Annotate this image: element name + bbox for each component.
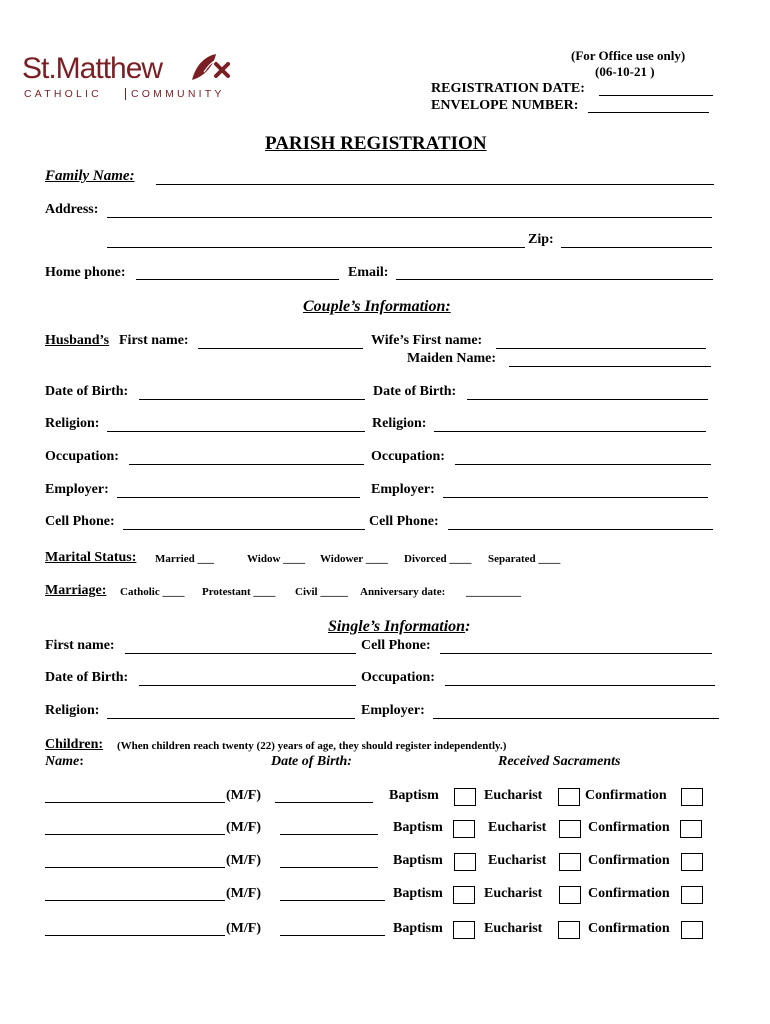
child-eucharist-checkbox[interactable] — [559, 853, 581, 871]
children-label: Children: — [45, 737, 104, 752]
zip-label: Zip: — [528, 232, 554, 247]
husband-employer-label: Employer: — [45, 482, 109, 497]
single-cell-phone-field[interactable] — [440, 653, 712, 654]
page-title: PARISH REGISTRATION — [265, 133, 487, 154]
husband-first-name-field[interactable] — [198, 348, 363, 349]
child-eucharist-label: Eucharist — [484, 788, 543, 803]
husband-dob-field[interactable] — [139, 399, 365, 400]
husband-cell-phone-label: Cell Phone: — [45, 514, 115, 529]
child-baptism-checkbox[interactable] — [453, 820, 475, 838]
wife-cell-phone-field[interactable] — [448, 529, 713, 530]
maiden-name-field[interactable] — [509, 366, 711, 367]
anniversary-date-field[interactable]: __________ — [466, 586, 521, 598]
single-dob-label: Date of Birth: — [45, 670, 129, 685]
child-confirmation-label: Confirmation — [588, 886, 670, 901]
child-eucharist-label: Eucharist — [484, 886, 543, 901]
child-name-field[interactable] — [45, 900, 225, 901]
wife-occupation-field[interactable] — [455, 464, 711, 465]
wife-religion-field[interactable] — [434, 431, 706, 432]
child-confirmation-label: Confirmation — [588, 853, 670, 868]
wife-cell-phone-label: Cell Phone: — [369, 514, 439, 529]
home-phone-label: Home phone: — [45, 265, 126, 280]
email-field[interactable] — [396, 279, 713, 280]
wife-dob-field[interactable] — [467, 399, 708, 400]
single-cell-phone-label: Cell Phone: — [361, 638, 431, 653]
children-dob-header: Date of Birth: — [271, 754, 352, 769]
husband-first-name-label: First name: — [119, 333, 189, 348]
children-sacraments-header: Received Sacraments — [498, 754, 621, 769]
zip-field[interactable] — [561, 247, 712, 248]
address-label: Address: — [45, 202, 99, 217]
child-confirmation-checkbox[interactable] — [681, 788, 703, 806]
child-baptism-checkbox[interactable] — [453, 921, 475, 939]
child-gender-label: (M/F) — [226, 820, 261, 835]
child-name-field[interactable] — [45, 802, 225, 803]
child-eucharist-checkbox[interactable] — [559, 886, 581, 904]
child-eucharist-checkbox[interactable] — [558, 788, 580, 806]
child-confirmation-checkbox[interactable] — [680, 820, 702, 838]
marital-option-widower[interactable]: Widower ____ — [320, 553, 388, 565]
child-confirmation-checkbox[interactable] — [681, 886, 703, 904]
child-name-field[interactable] — [45, 867, 225, 868]
registration-date-label: REGISTRATION DATE: — [431, 81, 585, 96]
children-note: (When children reach twenty (22) years of age, they should register independently.) — [117, 740, 507, 752]
family-name-label: Family Name: — [45, 168, 135, 184]
child-baptism-label: Baptism — [393, 886, 443, 901]
husband-religion-label: Religion: — [45, 416, 100, 431]
single-occupation-field[interactable] — [445, 685, 715, 686]
child-name-field[interactable] — [45, 935, 225, 936]
child-confirmation-label: Confirmation — [585, 788, 667, 803]
child-gender-label: (M/F) — [226, 788, 261, 803]
marital-option-separated[interactable]: Separated ____ — [488, 553, 561, 565]
logo-divider — [125, 88, 126, 100]
child-dob-field[interactable] — [280, 900, 385, 901]
marital-option-widow[interactable]: Widow ____ — [247, 553, 306, 565]
marriage-label: Marriage: — [45, 583, 107, 598]
child-baptism-label: Baptism — [389, 788, 439, 803]
logo-subtitle-right: COMMUNITY — [131, 88, 225, 100]
office-use-note: (For Office use only) — [571, 48, 686, 63]
husband-employer-field[interactable] — [117, 497, 360, 498]
office-date-code: (06-10-21 ) — [595, 64, 655, 79]
child-baptism-checkbox[interactable] — [453, 886, 475, 904]
envelope-number-field[interactable] — [588, 112, 709, 113]
child-eucharist-label: Eucharist — [488, 853, 547, 868]
single-first-name-field[interactable] — [125, 653, 356, 654]
marital-option-divorced[interactable]: Divorced ____ — [404, 553, 472, 565]
maiden-name-label: Maiden Name: — [407, 351, 497, 366]
marriage-option-protestant[interactable]: Protestant ____ — [202, 586, 276, 598]
child-baptism-label: Baptism — [393, 921, 443, 936]
wife-employer-label: Employer: — [371, 482, 435, 497]
single-employer-field[interactable] — [433, 718, 719, 719]
child-gender-label: (M/F) — [226, 853, 261, 868]
anniversary-date-label: Anniversary date: — [360, 586, 446, 598]
husband-occupation-field[interactable] — [129, 464, 364, 465]
child-dob-field[interactable] — [280, 935, 385, 936]
singles-information-heading — [328, 618, 470, 636]
family-name-field[interactable] — [156, 184, 714, 185]
marriage-option-catholic[interactable]: Catholic ____ — [120, 586, 185, 598]
couples-information-heading: Couple’s Information: — [303, 298, 451, 315]
marital-option-married[interactable]: Married ___ — [155, 553, 214, 565]
children-name-header-colon: : — [79, 754, 84, 769]
husband-cell-phone-field[interactable] — [123, 529, 365, 530]
child-name-field[interactable] — [45, 834, 225, 835]
logo-name: St.Matthew — [22, 52, 163, 85]
marriage-option-civil[interactable]: Civil _____ — [295, 586, 348, 598]
husband-occupation-label: Occupation: — [45, 449, 119, 464]
child-eucharist-checkbox[interactable] — [558, 921, 580, 939]
single-first-name-label: First name: — [45, 638, 115, 653]
email-label: Email: — [348, 265, 389, 280]
wife-first-name-label: Wife’s First name: — [371, 333, 483, 348]
wife-religion-label: Religion: — [372, 416, 427, 431]
child-eucharist-label: Eucharist — [484, 921, 543, 936]
child-baptism-label: Baptism — [393, 820, 443, 835]
husband-dob-label: Date of Birth: — [45, 384, 129, 399]
child-baptism-label: Baptism — [393, 853, 443, 868]
child-confirmation-label: Confirmation — [588, 921, 670, 936]
child-confirmation-checkbox[interactable] — [681, 921, 703, 939]
registration-date-field[interactable] — [599, 95, 713, 96]
leaf-cross-logo-icon — [186, 50, 230, 86]
child-dob-field[interactable] — [280, 867, 378, 868]
envelope-number-label: ENVELOPE NUMBER: — [431, 98, 579, 113]
husband-religion-field[interactable] — [107, 431, 365, 432]
marital-status-label: Marital Status: — [45, 550, 137, 565]
child-eucharist-label: Eucharist — [488, 820, 547, 835]
child-confirmation-checkbox[interactable] — [681, 853, 703, 871]
child-gender-label: (M/F) — [226, 921, 261, 936]
single-dob-field[interactable] — [139, 685, 356, 686]
child-eucharist-checkbox[interactable] — [559, 820, 581, 838]
singles-information-title: Single’s Information — [328, 618, 466, 635]
logo-subtitle-left: CATHOLIC — [24, 88, 102, 100]
child-confirmation-label: Confirmation — [588, 820, 670, 835]
child-dob-field[interactable] — [280, 834, 378, 835]
children-name-header — [45, 754, 84, 770]
address-line-1-field[interactable] — [107, 217, 712, 218]
child-gender-label: (M/F) — [226, 886, 261, 901]
wife-occupation-label: Occupation: — [371, 449, 445, 464]
wife-dob-label: Date of Birth: — [373, 384, 457, 399]
single-religion-label: Religion: — [45, 703, 100, 718]
home-phone-field[interactable] — [136, 279, 339, 280]
wife-employer-field[interactable] — [443, 497, 708, 498]
single-employer-label: Employer: — [361, 703, 425, 718]
child-baptism-checkbox[interactable] — [454, 788, 476, 806]
single-religion-field[interactable] — [107, 718, 355, 719]
address-line-2-field[interactable] — [107, 247, 525, 248]
husband-label: Husband’s — [45, 333, 110, 348]
child-baptism-checkbox[interactable] — [454, 853, 476, 871]
child-dob-field[interactable] — [275, 802, 373, 803]
singles-information-colon: : — [465, 618, 471, 635]
single-occupation-label: Occupation: — [361, 670, 435, 685]
children-name-header-text: Name — [45, 754, 80, 769]
wife-first-name-field[interactable] — [496, 348, 706, 349]
